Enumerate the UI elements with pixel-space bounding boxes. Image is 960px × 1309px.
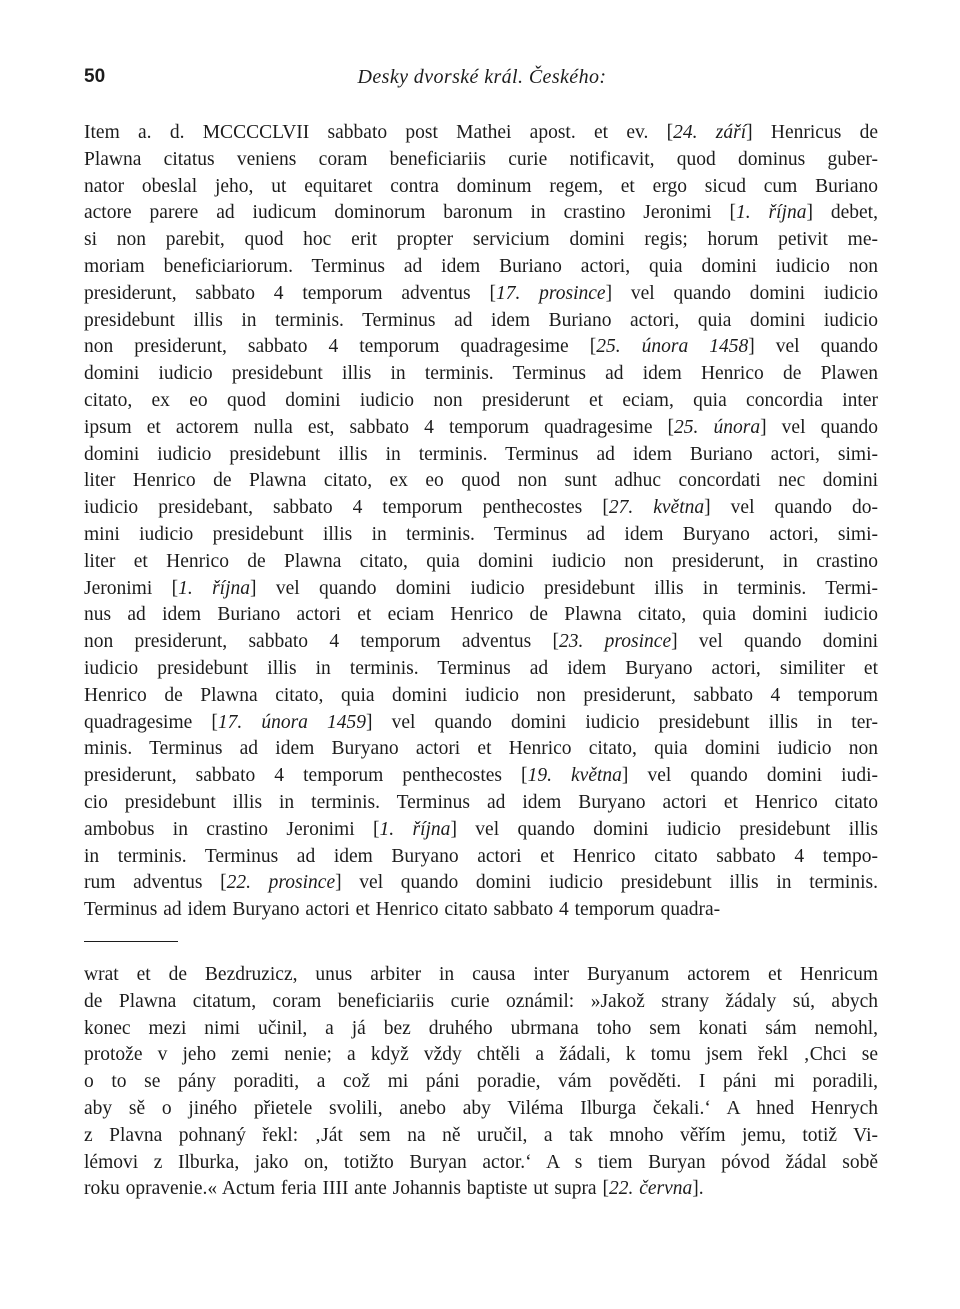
text-run: Item a. d. MCCCCLVII sabbato post Mathei apost. et ev. [: [84, 122, 674, 143]
editorial-date: 25. února 1458: [596, 336, 749, 358]
text-run: moriam beneficiariorum. Terminus ad idem Buriano actori, quia domini iudicio non: [84, 255, 878, 277]
main-text-line: [84, 522, 878, 549]
main-text-line: [84, 174, 878, 201]
main-text-line: [84, 468, 878, 495]
main-text-line: [84, 388, 878, 415]
editorial-date: 17. února 1459: [217, 711, 367, 733]
main-text-line: [84, 656, 878, 683]
text-run: ].: [692, 1178, 704, 1200]
text-run: ] Henricus de: [746, 122, 878, 143]
text-run: liter Henrico de Plawna citato, ex eo quod non sunt adhuc concordati nec domini: [84, 470, 878, 492]
main-text-line: [84, 790, 878, 817]
main-text-line: [84, 495, 878, 522]
main-text-line: [84, 549, 878, 576]
text-run: Terminus ad idem Buryano actori et Henrico citato sabbato 4 temporum quadra-: [84, 899, 721, 921]
main-text-line: [84, 227, 878, 254]
footnote-line: [84, 1016, 878, 1043]
editorial-date: 1. října: [178, 577, 251, 599]
main-text-line: [84, 736, 878, 763]
text-run: nator obeslal jeho, ut equitaret contra dominum regem, et ergo sicud cum Buriano: [84, 175, 878, 197]
text-run: minis. Terminus ad idem Buryano actori et Henrico citato, quia domini iudicio non: [84, 738, 878, 760]
editorial-date: 22. června: [608, 1178, 693, 1200]
text-run: Jeronimi [: [84, 577, 179, 599]
main-text-line: [84, 254, 878, 281]
main-text-line: [84, 308, 878, 335]
footnote-line: [84, 1123, 878, 1150]
text-run: konec mezi nimi učinil, a já bez druhého ubrmana toho sem konati sám nemohl,: [84, 1017, 878, 1039]
text-run: wrat et de Bezdruzicz, unus arbiter in causa inter Buryanum actorem et Henricum: [84, 964, 878, 985]
text-run: quadragesime [: [84, 711, 218, 733]
main-text-line: [84, 629, 878, 656]
main-text-line: [84, 334, 878, 361]
text-run: ] vel quando domini: [671, 631, 879, 653]
text-run: domini iudicio presidebunt illis in terminis. Terminus ad idem Buriano actori, simi-: [84, 443, 878, 465]
text-run: si non parebit, quod hoc erit propter servicium domini regis; horum petivit me-: [84, 229, 878, 251]
editorial-date: 19. května: [527, 765, 622, 787]
text-run: cio presidebunt illis in terminis. Terminus ad idem Buryano actori et Henrico citato: [84, 791, 878, 813]
text-run: Plawna citatus veniens coram beneficiariis curie notificavit, quod dominus guber-: [84, 148, 878, 170]
footnote-line: [84, 1176, 878, 1203]
text-run: ambobus in crastino Jeronimi [: [84, 818, 380, 840]
text-run: citato, ex eo quod domini iudicio non presiderunt et eciam, quia concordia inter: [84, 389, 878, 411]
footnote-block: [84, 962, 878, 1203]
main-text-line: [84, 844, 878, 871]
text-run: in terminis. Terminus ad idem Buryano actori et Henrico citato sabbato 4 tempo-: [84, 845, 878, 867]
main-text-line: [84, 361, 878, 388]
text-run: non presiderunt, sabbato 4 temporum adventus [: [84, 631, 559, 653]
text-run: ] vel quando: [748, 336, 878, 358]
page-number: 50: [84, 66, 106, 87]
text-run: ] debet,: [806, 202, 878, 224]
main-text-line: [84, 763, 878, 790]
text-run: ] vel quando domini iudicio presidebunt illis in terminis.: [335, 872, 878, 894]
text-run: presiderunt, sabbato 4 temporum penthecostes [: [84, 765, 528, 787]
main-text-line: [84, 870, 878, 897]
editorial-date: 17. prosince: [495, 282, 606, 304]
editorial-date: 27. května: [608, 497, 705, 519]
footnote-line: [84, 1069, 878, 1096]
text-run: ] vel quando: [760, 416, 878, 438]
text-run: non presiderunt, sabbato 4 temporum quadragesime [: [84, 336, 597, 358]
main-text-line: [84, 602, 878, 629]
editorial-date: 1. října: [735, 202, 807, 224]
text-run: ] vel quando domini iudi-: [621, 765, 878, 787]
text-run: ] vel quando domini iudicio: [605, 282, 878, 304]
footnote-line: [84, 1042, 878, 1069]
editorial-date: 24. září: [673, 122, 747, 143]
text-run: aby sě o jiného přietele svolili, anebo aby Viléma Ilburga čekali.‘ A hned Henrych: [84, 1097, 878, 1119]
text-run: nus ad idem Buriano actori et eciam Henrico de Plawna citato, quia domini iudicio: [84, 604, 878, 626]
main-text-block: [84, 120, 878, 924]
editorial-date: 22. prosince: [226, 872, 336, 894]
text-run: rum adventus [: [84, 872, 227, 894]
main-text-line: [84, 415, 878, 442]
text-run: ] vel quando do-: [704, 497, 878, 519]
footnote-line: [84, 989, 878, 1016]
main-text-line: [84, 120, 878, 147]
text-run: iudicio presidebant, sabbato 4 temporum penthecostes [: [84, 497, 609, 519]
footnote-separator: [84, 941, 178, 942]
text-run: actore parere ad iudicum dominorum baronum in crastino Jeronimi [: [84, 202, 736, 224]
text-run: o to se pány poraditi, a což mi páni poradie, vám pověděti. I páni mi poradili,: [84, 1071, 878, 1093]
text-run: mini iudicio presidebunt illis in terminis. Terminus ad idem Buryano actori, simi-: [84, 523, 878, 545]
editorial-date: 25. února: [674, 416, 761, 438]
text-run: iudicio presidebunt illis in terminis. Terminus ad idem Buryano actori, similiter et: [84, 657, 878, 679]
text-run: Henrico de Plawna citato, quia domini iudicio non presiderunt, sabbato 4 temporum: [84, 684, 878, 706]
main-text-line: [84, 897, 878, 924]
text-run: presiderunt, sabbato 4 temporum adventus [: [84, 282, 496, 304]
text-run: liter et Henrico de Plawna citato, quia domini iudicio non presiderunt, in crastino: [84, 550, 878, 572]
main-text-line: [84, 576, 878, 603]
main-text-line: [84, 710, 878, 737]
text-run: ] vel quando domini iudicio presidebunt illis in ter-: [366, 711, 878, 733]
text-run: de Plawna citatum, coram beneficiariis curie oznámil: »Jakož strany žádaly sú, abych: [84, 990, 878, 1012]
text-run: domini iudicio presidebunt illis in terminis. Terminus ad idem Henrico de Plawen: [84, 363, 878, 385]
main-text-line: [84, 200, 878, 227]
footnote-line: [84, 1096, 878, 1123]
page-header: [84, 66, 880, 96]
editorial-date: 1. října: [379, 818, 451, 840]
text-run: z Plavna pohnaný řekl: ‚Ját sem na ně uručil, a tak mnoho věřím jemu, totiž Vi-: [84, 1124, 878, 1146]
main-text-line: [84, 683, 878, 710]
main-text-line: [84, 147, 878, 174]
main-text-line: [84, 442, 878, 469]
text-run: ] vel quando domini iudicio presidebunt illis in terminis. Termi-: [250, 577, 878, 599]
text-run: ] vel quando domini iudicio presidebunt illis: [450, 818, 878, 840]
running-title: Desky dvorské král. Českého:: [357, 66, 607, 88]
main-text-line: [84, 281, 878, 308]
text-run: lémovi z Ilburka, jako on, totižto Buryan actor.‘ A s tiem Buryan póvod žádal sobě: [84, 1151, 878, 1173]
footnote-line: [84, 1150, 878, 1177]
text-run: presidebunt illis in terminis. Terminus ad idem Buriano actori, quia domini iudicio: [84, 309, 878, 331]
main-text-line: [84, 817, 878, 844]
footnote-line: [84, 962, 878, 989]
text-run: ipsum et actorem nulla est, sabbato 4 temporum quadragesime [: [84, 416, 675, 438]
text-run: protože v jeho zemi nenie; a když vždy chtěli a žádali, k tomu jsem řekl ‚Chci se: [84, 1044, 878, 1066]
text-run: roku opravenie.« Actum feria IIII ante Johannis baptiste ut supra [: [84, 1178, 609, 1200]
editorial-date: 23. prosince: [558, 631, 672, 653]
